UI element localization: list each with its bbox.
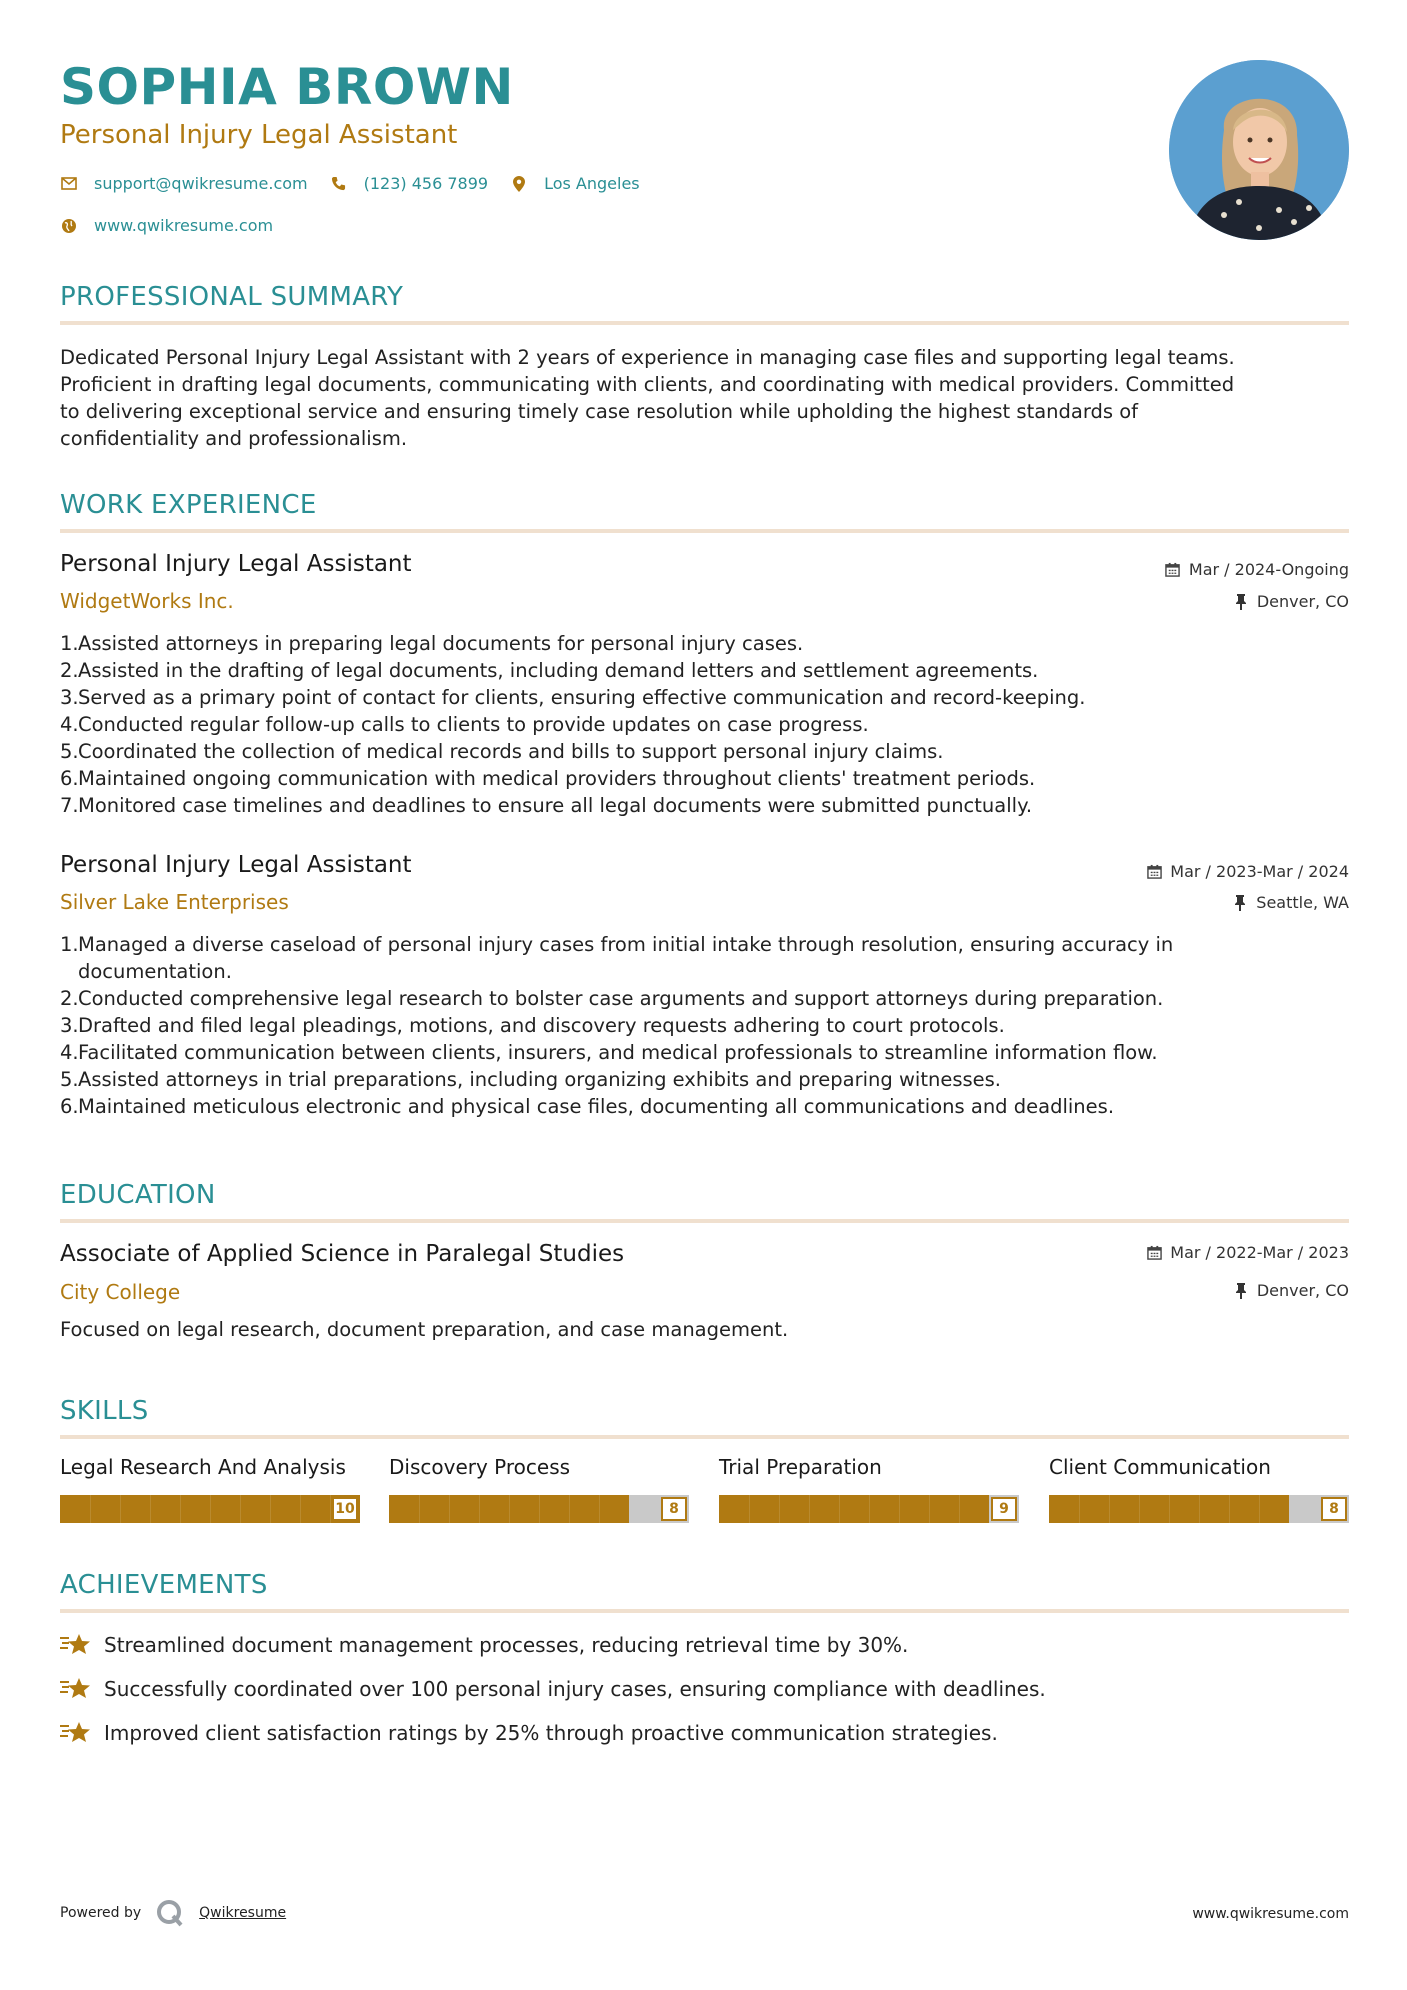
skill-segment — [479, 1495, 480, 1523]
list-item: 1. Assisted attorneys in preparing legal documents for personal injury cases. — [60, 632, 804, 655]
job-dates — [1165, 560, 1349, 579]
skill-segment — [210, 1495, 211, 1523]
education-description: Focused on legal research, document preparation, and case management. — [60, 1318, 789, 1341]
job-location — [1232, 893, 1349, 912]
section-divider — [60, 1609, 1349, 1613]
skill-segment — [330, 1495, 331, 1523]
candidate-name: SOPHIA BROWN — [60, 58, 514, 116]
skill-item — [719, 1455, 1019, 1523]
skill-segment — [1259, 1495, 1260, 1523]
list-item: 2. Conducted comprehensive legal research to bolster case arguments and support attorneys during preparation. — [60, 987, 1164, 1010]
achievement-text: Streamlined document management processes, reducing retrieval time by 30%. — [104, 1633, 909, 1657]
skill-segment — [449, 1495, 450, 1523]
star-award-icon — [60, 1720, 92, 1746]
experience-title: WORK EXPERIENCE — [60, 490, 317, 520]
skill-segment — [869, 1495, 870, 1523]
section-divider — [60, 529, 1349, 533]
skill-bar — [60, 1495, 360, 1523]
phone-item[interactable] — [330, 174, 488, 193]
summary-line: to delivering exceptional service and ensuring timely case resolution while upholding the highest standards of — [60, 400, 1139, 423]
email-text: support@qwikresume.com — [94, 174, 308, 193]
list-item: documentation. — [78, 960, 232, 983]
skill-segment — [180, 1495, 181, 1523]
skill-segment — [90, 1495, 91, 1523]
qwikresume-logo-icon — [155, 1898, 185, 1928]
list-item: 3. Served as a primary point of contact for clients, ensuring effective communication and record-keeping. — [60, 686, 1086, 709]
list-item: 5. Coordinated the collection of medical records and bills to support personal injury claims. — [60, 740, 944, 763]
location-text: Los Angeles — [544, 174, 640, 193]
skill-segment — [1229, 1495, 1230, 1523]
job-dates — [1146, 862, 1349, 881]
skill-name: Client Communication — [1049, 1455, 1271, 1479]
company-name: Silver Lake Enterprises — [60, 890, 289, 914]
skill-segment — [240, 1495, 241, 1523]
education-location — [1233, 1281, 1349, 1300]
job-location-text: Seattle, WA — [1256, 893, 1349, 912]
education-title: EDUCATION — [60, 1180, 216, 1210]
list-item: 3. Drafted and filed legal pleadings, motions, and discovery requests adhering to court protocols. — [60, 1014, 1005, 1037]
skill-segment — [1169, 1495, 1170, 1523]
achievement-item — [60, 1632, 908, 1658]
skill-score: 8 — [661, 1497, 687, 1521]
skills-title: SKILLS — [60, 1396, 149, 1426]
skill-segment — [599, 1495, 600, 1523]
star-award-icon — [60, 1632, 92, 1658]
skill-fill — [719, 1495, 989, 1523]
envelope-icon — [60, 175, 78, 193]
skill-segment — [419, 1495, 420, 1523]
calendar-icon — [1146, 1245, 1162, 1261]
achievement-text: Successfully coordinated over 100 personal injury cases, ensuring compliance with deadlines. — [104, 1677, 1046, 1701]
job-title: Personal Injury Legal Assistant — [60, 852, 412, 878]
achievement-item — [60, 1720, 998, 1746]
degree-title: Associate of Applied Science in Paralegal Studies — [60, 1241, 625, 1267]
achievements-title: ACHIEVEMENTS — [60, 1570, 268, 1600]
footer-powered-by — [60, 1898, 286, 1928]
skill-segment — [749, 1495, 750, 1523]
website-row — [60, 216, 295, 235]
brand-link[interactable]: Qwikresume — [199, 1905, 287, 1921]
skill-segment — [809, 1495, 810, 1523]
achievement-text: Improved client satisfaction ratings by 25% through proactive communication strategies. — [104, 1721, 998, 1745]
list-item: 6. Maintained meticulous electronic and physical case files, documenting all communications and deadlines. — [60, 1095, 1115, 1118]
skill-segment — [300, 1495, 301, 1523]
skill-segment — [839, 1495, 840, 1523]
skill-segment — [929, 1495, 930, 1523]
job-dates-text: Mar / 2024-Ongoing — [1188, 560, 1349, 579]
skill-segment — [569, 1495, 570, 1523]
pushpin-icon — [1232, 895, 1248, 911]
section-divider — [60, 1219, 1349, 1223]
school-name: City College — [60, 1280, 181, 1304]
skill-bar — [1049, 1495, 1349, 1523]
skill-score: 8 — [1321, 1497, 1347, 1521]
phone-text: (123) 456 7899 — [363, 174, 489, 193]
summary-text — [60, 344, 1349, 452]
summary-line: Proficient in drafting legal documents, communicating with clients, and coordinating with medical providers. Committed — [60, 373, 1235, 396]
job-location — [1233, 592, 1349, 611]
skill-segment — [899, 1495, 900, 1523]
skill-segment — [270, 1495, 271, 1523]
list-item: 1. Managed a diverse caseload of personal injury cases from initial intake through resolution, ensuring accuracy in — [60, 933, 1174, 956]
resume-page — [60, 0, 1349, 1990]
email-item[interactable] — [60, 174, 308, 193]
contact-row — [60, 174, 662, 193]
section-divider — [60, 1435, 1349, 1439]
list-item: 6. Maintained ongoing communication with medical providers throughout clients' treatment periods. — [60, 767, 1036, 790]
job-title: Personal Injury Legal Assistant — [60, 551, 412, 577]
education-dates — [1146, 1243, 1349, 1262]
summary-title: PROFESSIONAL SUMMARY — [60, 282, 404, 312]
job-duties — [60, 630, 1349, 819]
job-dates-text: Mar / 2023-Mar / 2024 — [1170, 862, 1349, 881]
skill-segment — [959, 1495, 960, 1523]
website-text: www.qwikresume.com — [94, 216, 274, 235]
achievement-item — [60, 1676, 1046, 1702]
list-item: 4. Facilitated communication between clients, insurers, and medical professionals to streamline information flow. — [60, 1041, 1158, 1064]
skill-bar — [389, 1495, 689, 1523]
candidate-role: Personal Injury Legal Assistant — [60, 120, 458, 150]
education-location-text: Denver, CO — [1256, 1281, 1349, 1300]
powered-by-label: Powered by — [60, 1905, 142, 1921]
skill-name: Legal Research And Analysis — [60, 1455, 346, 1479]
skill-bar — [719, 1495, 1019, 1523]
skill-segment — [1079, 1495, 1080, 1523]
skill-segment — [539, 1495, 540, 1523]
summary-line: confidentiality and professionalism. — [60, 427, 408, 450]
skill-item — [1049, 1455, 1349, 1523]
map-pin-icon — [510, 175, 528, 193]
globe-icon — [60, 217, 78, 235]
pushpin-icon — [1233, 1283, 1249, 1299]
skill-segment — [1199, 1495, 1200, 1523]
job-duties — [60, 931, 1349, 1120]
calendar-icon — [1165, 562, 1181, 578]
skill-segment — [779, 1495, 780, 1523]
skill-segment — [150, 1495, 151, 1523]
phone-icon — [330, 175, 348, 193]
skill-name: Trial Preparation — [719, 1455, 882, 1479]
list-item: 2. Assisted in the drafting of legal documents, including demand letters and settlement agreements. — [60, 659, 1039, 682]
website-item[interactable] — [60, 216, 273, 235]
company-name: WidgetWorks Inc. — [60, 589, 234, 613]
skill-segment — [1139, 1495, 1140, 1523]
skill-item — [60, 1455, 360, 1523]
pushpin-icon — [1233, 594, 1249, 610]
calendar-icon — [1146, 864, 1162, 880]
list-item: 7. Monitored case timelines and deadlines to ensure all legal documents were submitted punctually. — [60, 794, 1033, 817]
footer-website[interactable]: www.qwikresume.com — [1192, 1906, 1349, 1922]
list-item: 4. Conducted regular follow-up calls to clients to provide updates on case progress. — [60, 713, 869, 736]
skill-score: 9 — [991, 1497, 1017, 1521]
skill-score: 10 — [332, 1497, 358, 1521]
education-dates-text: Mar / 2022-Mar / 2023 — [1170, 1243, 1349, 1262]
list-item: 5. Assisted attorneys in trial preparations, including organizing exhibits and preparing witnesses. — [60, 1068, 1002, 1091]
job-location-text: Denver, CO — [1256, 592, 1349, 611]
summary-line: Dedicated Personal Injury Legal Assistant with 2 years of experience in managing case files and supporting legal teams. — [60, 346, 1235, 369]
skill-name: Discovery Process — [389, 1455, 571, 1479]
skill-segment — [1109, 1495, 1110, 1523]
location-item — [510, 174, 640, 193]
star-award-icon — [60, 1676, 92, 1702]
skill-segment — [509, 1495, 510, 1523]
skill-item — [389, 1455, 689, 1523]
profile-photo — [1169, 60, 1349, 240]
skill-segment — [120, 1495, 121, 1523]
section-divider — [60, 321, 1349, 325]
